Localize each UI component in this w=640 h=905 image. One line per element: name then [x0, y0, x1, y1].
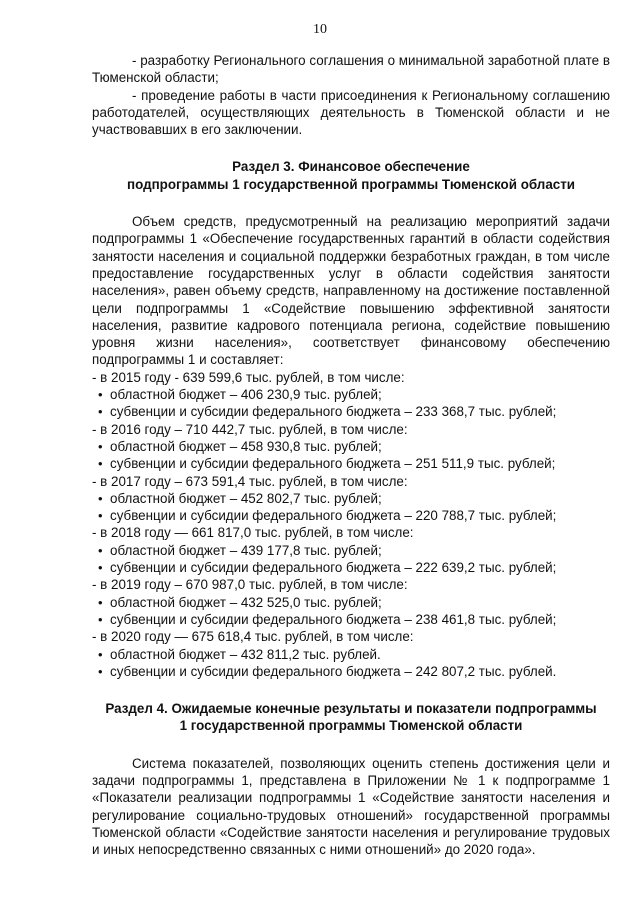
bullet-icon: • — [98, 404, 103, 420]
bullet-icon: • — [98, 542, 103, 558]
bullet-icon: • — [98, 508, 103, 524]
year-line: - в 2017 году – 673 591,4 тыс. рублей, в том числе: — [92, 473, 408, 489]
bullet-icon: • — [98, 594, 103, 610]
list-item: • областной бюджет – 432 525,0 тыс. рублей; — [98, 594, 382, 610]
list-item: • областной бюджет – 406 230,9 тыс. рублей; — [98, 387, 382, 403]
intro-item: - разработку Регионального соглашения о минимальной заработной плате в Тюменской области; — [92, 53, 610, 86]
list-item: • субвенции и субсидии федерального бюджета – 222 639,2 тыс. рублей; — [98, 560, 557, 576]
page-number: 10 — [313, 22, 327, 37]
bullet-icon: • — [98, 456, 103, 472]
list-item: • субвенции и субсидии федерального бюджета – 238 461,8 тыс. рублей; — [98, 611, 557, 627]
bullet-icon: • — [98, 490, 103, 506]
bullet-icon: • — [98, 560, 103, 576]
list-item: • субвенции и субсидии федерального бюджета – 233 368,7 тыс. рублей; — [98, 404, 557, 420]
year-line: - в 2015 году - 639 599,6 тыс. рублей, в том числе: — [92, 369, 405, 385]
section-3-title-line-1: Раздел 3. Финансовое обеспечение — [232, 159, 470, 175]
list-item: • областной бюджет – 439 177,8 тыс. рублей; — [98, 542, 382, 558]
section-3-paragraph: Объем средств, предусмотренный на реализацию мероприятий задачи подпрограммы 1 «Обеспечение государственных гарантий в области содействия занятости населения и социальной поддержки безработных граждан, в том числе предоставление государственных услуг в области содействия занятости населения», равен объему средств, направленному на достижение поставленной цели подпрограммы 1 «Содействие повышению эффективной занятости населения, развитие кадрового потенциала региона, содействие повышению уровня жизни населения», соответствует финансовому обеспечению подпрограммы 1 и составляет: — [92, 214, 610, 368]
bullet-icon: • — [98, 663, 103, 679]
list-item: • субвенции и субсидии федерального бюджета – 220 788,7 тыс. рублей; — [98, 508, 557, 524]
section-4-paragraph: Система показателей, позволяющих оценить степень достижения цели и задачи подпрограммы 1, представлена в Приложении № 1 к подпрограмме 1 «Показатели реализации подпрограммы 1 «Содействие занятости населения и регулирование социально-трудовых отношений» государственной программы Тюменской области «Содействие занятости населения и регулирование трудовых и иных непосредственно связанных с ними отношений» до 2020 года». — [92, 755, 610, 858]
bullet-icon: • — [98, 646, 103, 662]
bullet-icon: • — [98, 438, 103, 454]
list-item: • субвенции и субсидии федерального бюджета – 251 511,9 тыс. рублей; — [98, 456, 556, 472]
section-4-title-line-2: 1 государственной программы Тюменской области — [179, 718, 523, 734]
year-line: - в 2020 году — 675 618,4 тыс. рублей, в том числе: — [92, 629, 414, 645]
section-3-title-line-2: подпрограммы 1 государственной программы Тюменской области — [126, 176, 576, 192]
year-line: - в 2019 году – 670 987,0 тыс. рублей, в том числе: — [92, 577, 408, 593]
list-item: • областной бюджет – 452 802,7 тыс. рублей; — [98, 490, 382, 506]
year-line: - в 2016 году – 710 442,7 тыс. рублей, в том числе: — [92, 421, 408, 437]
list-item: • областной бюджет – 458 930,8 тыс. рублей; — [98, 438, 382, 454]
bullet-icon: • — [98, 387, 103, 403]
year-line: - в 2018 году — 661 817,0 тыс. рублей, в том числе: — [92, 525, 414, 541]
list-item: • субвенции и субсидии федерального бюджета – 242 807,2 тыс. рублей. — [98, 663, 557, 679]
bullet-icon: • — [98, 611, 103, 627]
list-item: • областной бюджет – 432 811,2 тыс. рублей. — [98, 646, 381, 662]
section-4-title-line-1: Раздел 4. Ожидаемые конечные результаты и показатели подпрограммы — [105, 701, 597, 717]
intro-item: - проведение работы в части присоединения к Региональному соглашению работодателей, осуществляющих деятельность в Тюменской области и не участвовавших в его заключении. — [92, 87, 610, 138]
document-body — [92, 52, 610, 858]
